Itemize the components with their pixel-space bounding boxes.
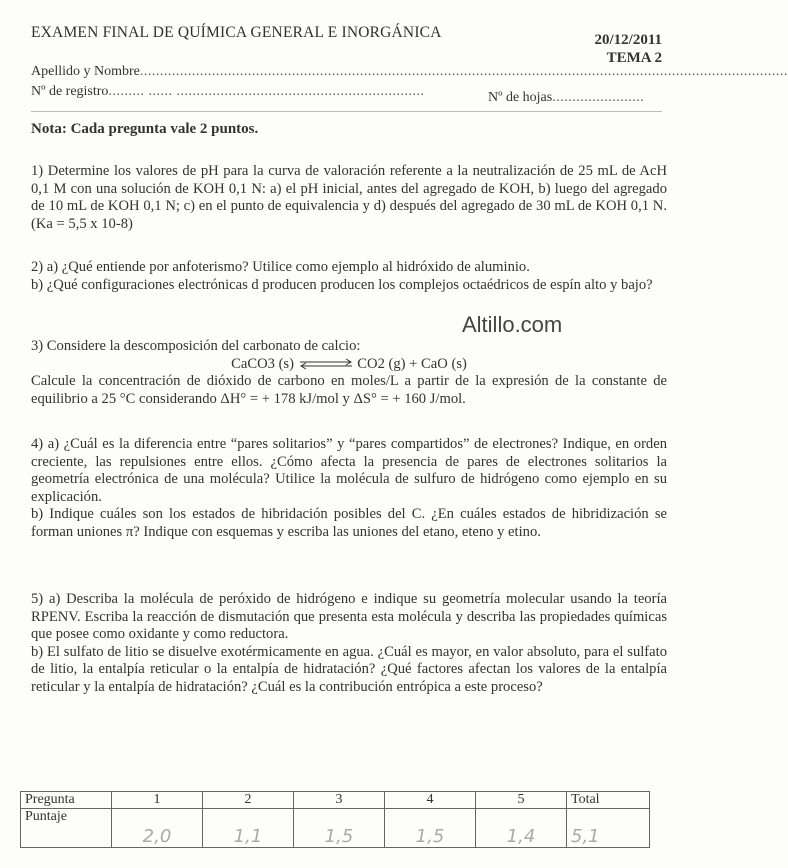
- question-2b-text: b) ¿Qué configuraciones electrónicas d producen producen los complejos octaédricos de espín alto y bajo?: [31, 276, 653, 293]
- question-1-constant: (Ka = 5,5 x 10-8): [31, 215, 133, 232]
- question-3-body: Calcule la concentración de dióxido de carbono en moles/L a partir de la expresión de la constante de equilibrio a 25 °C considerando ΔH° = + 178 kJ/mol y ΔS° = + 160 J/mol.: [31, 373, 667, 407]
- column-1: 1: [112, 792, 203, 809]
- registro-field: Nº de registro......... ...... ..............................................................: [31, 84, 425, 99]
- hojas-field: Nº de hojas.......................: [488, 90, 645, 105]
- nota-text: Nota: Cada pregunta vale 2 puntos.: [31, 121, 259, 137]
- puntaje-label: Puntaje: [21, 809, 112, 848]
- question-2: [31, 259, 667, 294]
- column-2: 2: [203, 792, 294, 809]
- question-1-text: 1) Determine los valores de pH para la curva de valoración referente a la neutralización de 25 mL de AcH 0,1 M con una solución de KOH 0,1 N: a) el pH inicial, antes del agregado de KOH, b) luego del agregado de 10 mL de KOH 0,1 N; c) en el punto de equivalencia y d) después del agregado de 30 mL de KOH 0,1 N.: [31, 163, 667, 215]
- question-3: [31, 338, 667, 408]
- question-3-equation: [31, 356, 667, 374]
- apellido-label: Apellido y Nombre: [31, 64, 140, 79]
- equilibrium-arrow-icon: [298, 359, 354, 369]
- column-5: 5: [476, 792, 567, 809]
- registro-label: Nº de registro: [31, 84, 109, 99]
- question-4a-text: 4) a) ¿Cuál es la diferencia entre “pares solitarios” y “pares compartidos” de electrones? Indique, en orden creciente, las repulsiones entre ellos. ¿Cómo afecta la presencia de pares de electrones solitarios la geometría electrónica de una molécula? Utilice la molécula de sulfuro de hidrógeno como ejemplo en su explicación.: [31, 436, 667, 505]
- score-1: 2,0: [112, 809, 203, 848]
- apellido-field: Apellido y Nombre..................................................................................................................................................................: [31, 64, 788, 79]
- score-total: 5,1: [567, 809, 650, 848]
- question-5a-text: 5) a) Describa la molécula de peróxido de hidrógeno e indique su geometría molecular usando la teoría RPENV. Escriba la reacción de dismutación que presenta esta molécula y describa las propiedades químicas que posee como oxidante y como reductora.: [31, 591, 667, 643]
- column-4: 4: [385, 792, 476, 809]
- pregunta-label: Pregunta: [21, 792, 112, 809]
- question-4b-text: b) Indique cuáles son los estados de hibridación posibles del C. ¿En cuáles estados de hibridización se forman uniones π? Indique con esquemas y escriba las uniones del etano, eteno y etino.: [31, 506, 667, 540]
- equation-right: CO2 (g) + CaO (s): [357, 355, 467, 372]
- equation-left: CaCO3 (s): [231, 355, 294, 372]
- score-table: [20, 791, 650, 848]
- header-divider: [31, 111, 662, 112]
- score-5: 1,4: [476, 809, 567, 848]
- score-header-row: [21, 792, 650, 809]
- score-4: 1,5: [385, 809, 476, 848]
- total-label: Total: [567, 792, 650, 809]
- altillo-watermark: Altillo.com: [462, 312, 563, 337]
- question-5b-text: b) El sulfato de litio se disuelve exotérmicamente en agua. ¿Cuál es mayor, en valor absoluto, para el sulfato de litio, la entalpía reticular o la entalpía de hidratación? ¿Qué factores afectan los valores de la entalpía reticular y la entalpía de hidratación? ¿Cuál es la contribución entrópica a este proceso?: [31, 643, 667, 695]
- score-values-row: [21, 809, 650, 848]
- exam-title: EXAMEN FINAL DE QUÍMICA GENERAL E INORGÁNICA: [31, 24, 442, 41]
- hojas-label: Nº de hojas: [488, 90, 553, 105]
- score-3: 1,5: [294, 809, 385, 848]
- exam-date: 20/12/2011: [594, 32, 662, 48]
- exam-tema: TEMA 2: [606, 50, 662, 66]
- question-5: [31, 591, 667, 697]
- question-4: [31, 436, 667, 542]
- column-3: 3: [294, 792, 385, 809]
- question-2a-text: 2) a) ¿Qué entiende por anfoterismo? Utilice como ejemplo al hidróxido de aluminio.: [31, 259, 530, 275]
- question-1: [31, 163, 667, 233]
- score-2: 1,1: [203, 809, 294, 848]
- question-3-intro: 3) Considere la descomposición del carbonato de calcio:: [31, 338, 361, 354]
